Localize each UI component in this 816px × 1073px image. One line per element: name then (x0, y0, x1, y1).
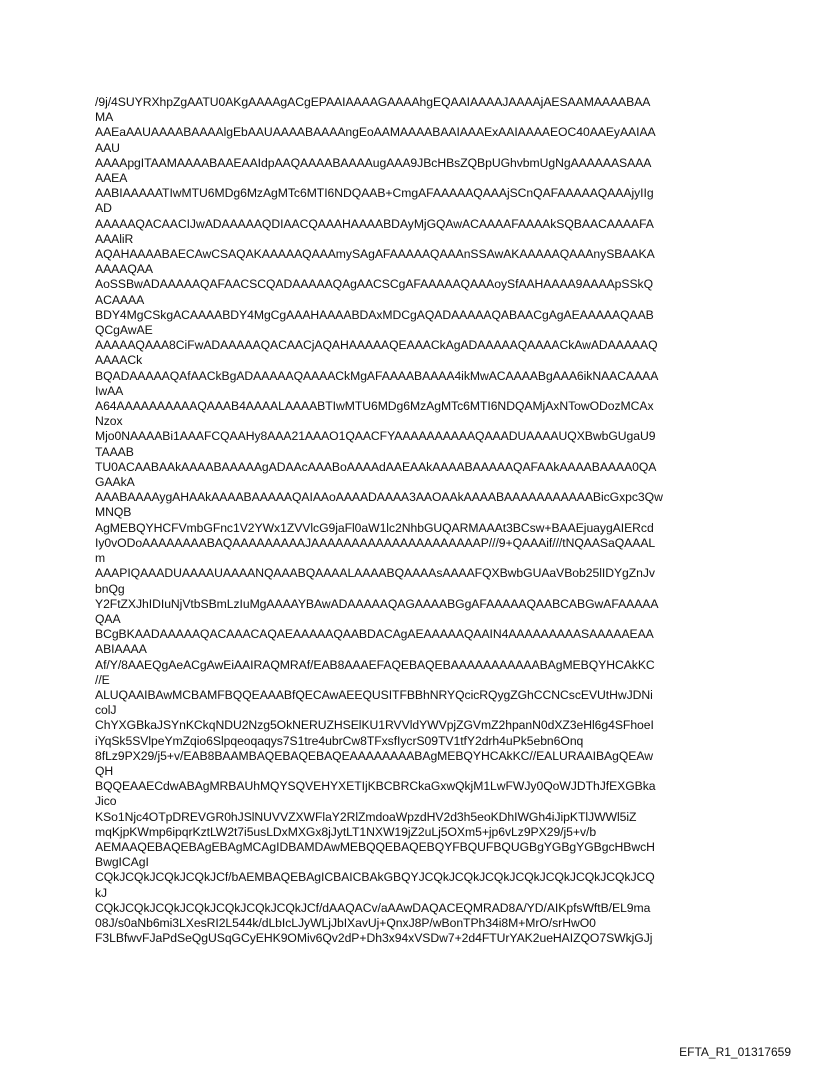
text-line: AQAHAAAABAECAwCSAQAKAAAAAQAAAmySAgAFAAAAAQAAAnSSAwAKAAAAAQAAAnySBAAKA (95, 247, 655, 262)
text-line: TU0ACAABAAkAAAABAAAAAgADAAcAAABoAAAAdAAEAAkAAAABAAAAAQAFAAkAAAABAAAA0QA (95, 459, 657, 474)
text-line: QCgAwAE (95, 323, 153, 338)
text-line: BDY4MgCSkgACAAAABDY4MgCgAAAHAAAABDAxMDCgAQADAAAAAQABAACgAgAEAAAAAQAAB (95, 307, 654, 322)
text-line: BQQEAAECdwABAgMRBAUhMQYSQVEHYXETIjKBCBRCkaGxwQkjM1LwFWJy0QoWJDThJfEXGBka (95, 779, 656, 794)
text-line: //E (95, 672, 110, 687)
text-line: ChYXGBkaJSYnKCkqNDU2Nzg5OkNERUZHSElKU1RVVldYWVpjZGVmZ2hpanN0dXZ3eHl6g4SFhoeI (95, 718, 654, 733)
text-line: AD (95, 201, 112, 216)
text-line: AAEA (95, 171, 128, 186)
text-line: kJ (95, 885, 108, 900)
text-line: AAAAQAA (95, 262, 153, 277)
text-line: iYqSk5SVlpeYmZqio6Slpqeoqaqys7S1tre4ubrCw8TFxsfIycrS09TV1tfY2drh4uPk5ebn6Onq (95, 733, 584, 748)
text-line: AAAACk (95, 353, 143, 368)
text-line: BCgBKAADAAAAAQACAAACAQAEAAAAAQAABDACAgAEAAAAAQAAIN4AAAAAAAAASAAAAAEAA (95, 627, 654, 642)
text-line: 08J/s0aNb6mi3LXesRI2L544k/dLbIcLJyWLjJbIXavUj+QnxJ8P/wBonTPh34i8M+MrO/srHwO0 (95, 915, 596, 930)
text-line: AEMAAQEBAQEBAgEBAgMCAgIDBAMDAwMEBQQEBAQEBQYFBQUFBQUGBgYGBgYGBgcHBwcH (95, 839, 655, 854)
text-line: Y2FtZXJhIDIuNjVtbSBmLzIuMgAAAAYBAwADAAAAAQAGAAAABGgAFAAAAAQAABCABGwAFAAAAA (95, 596, 659, 611)
text-line: AAU (95, 140, 120, 155)
text-line: BwgICAgI (95, 855, 149, 870)
text-line: IwAA (95, 383, 124, 398)
text-line: QAA (95, 611, 121, 626)
text-line: Af/Y/8AAEQgAeACgAwEiAAIRAQMRAf/EAB8AAAEFAQEBAQEBAAAAAAAAAAABAgMEBQYHCAkKC (95, 657, 655, 672)
text-line: KSo1Njc4OTpDREVGR0hJSlNUVVZXWFlaY2RlZmdoaWpzdHV2d3h5eoKDhIWGh4iJipKTlJWWl5iZ (95, 809, 637, 824)
text-line: ALUQAAIBAwMCBAMFBQQEAAABfQECAwAEEQUSITFBBhNRYQcicRQygZGhCCNCscEVUtHwJDNi (95, 687, 653, 702)
text-line: AgMEBQYHCFVmbGFnc1V2YWx1ZVVlcG9jaFl0aW1lc2NhbGUQARMAAAt3BCsw+BAAEjuaygAIERcd (95, 520, 654, 535)
text-line: Jico (95, 794, 117, 809)
text-line: AAEaAAUAAAABAAAAlgEbAAUAAAABAAAAngEoAAMAAAABAAIAAAExAAIAAAAEOC40AAEyAAIAA (95, 125, 656, 140)
text-line: QH (95, 763, 114, 778)
text-line: CQkJCQkJCQkJCQkJCQkJCQkJCQkJCf/dAAQACv/aAAwDAQACEQMRAD8A/YD/AIKpfsWftB/EL9ma (95, 900, 651, 915)
text-line: colJ (95, 703, 117, 718)
text-line: Iy0vODoAAAAAAAABAQAAAAAAAAAJAAAAAAAAAAAAAAAAAAAAAP///9+QAAAif///tNQAASaQAAAL (95, 535, 656, 550)
text-line: bnQg (95, 581, 125, 596)
text-line: CQkJCQkJCQkJCQkJCf/bAEMBAQEBAgICBAICBAkGBQYJCQkJCQkJCQkJCQkJCQkJCQkJCQkJCQ (95, 870, 655, 885)
text-line: mqKjpKWmp6ipqrKztLW2t7i5usLDxMXGx8jJytLT1NXW19jZ2uLj5OXm5+jp6vLz9PX29/j5+v/b (95, 824, 597, 839)
text-line: m (95, 551, 106, 566)
text-line: MA (95, 110, 114, 125)
document-id-footer: EFTA_R1_01317659 (679, 1045, 791, 1059)
text-line: BQADAAAAAQAfAACkBgADAAAAAQAAAACkMgAFAAAABAAAA4ikMwACAAAABgAAA6ikNAACAAAA (95, 368, 659, 383)
encoded-text-body (95, 95, 735, 946)
text-line: Mjo0NAAAABi1AAAFCQAAHy8AAA21AAAO1QAACFYAAAAAAAAAAQAAADUAAAAUQXBwbGUgaU9 (95, 429, 656, 444)
text-line: F3LBfwvFJaPdSeQgUSqGCyEHK9OMiv6Qv2dP+Dh3x94xVSDw7+2d4FTUrYAK2ueHAIZQO7SWkjGJj (95, 931, 653, 946)
text-line: AAAAAQAAA8CiFwADAAAAAQACAACjAQAHAAAAAQEAAACkAgADAAAAAQAAAACkAwADAAAAAQ (95, 338, 658, 353)
text-line: A64AAAAAAAAAAQAAAB4AAAALAAAABTIwMTU6MDg6MzAgMTc6MTI6NDQAMjAxNTowODozMCAx (95, 399, 654, 414)
text-line: /9j/4SUYRXhpZgAATU0AKgAAAAgACgEPAAIAAAAGAAAAhgEQAAIAAAAJAAAAjAESAAMAAAABAA (95, 95, 651, 109)
text-line: AAAApgITAAMAAAABAAEAAIdpAAQAAAABAAAAugAAA9JBcHBsZQBpUGhvbmUgNgAAAAAASAAA (95, 155, 652, 170)
text-line: AABIAAAAATIwMTU6MDg6MzAgMTc6MTI6NDQAAB+CmgAFAAAAAQAAAjSCnQAFAAAAAQAAAjyIIg (95, 186, 654, 201)
text-line: AAAliR (95, 231, 134, 246)
text-line: 8fLz9PX29/j5+v/EAB8BAAMBAQEBAQEBAQEAAAAAAAABAgMEBQYHCAkKC//EALURAAIBAgQEAw (95, 748, 653, 763)
text-line: TAAAB (95, 444, 134, 459)
text-line: AoSSBwADAAAAAQAFAACSCQADAAAAAQAgAACSCgAFAAAAAQAAAoySfAAHAAAA9AAAApSSkQ (95, 277, 654, 292)
text-line: MNQB (95, 505, 132, 520)
text-line: ACAAAA (95, 292, 145, 307)
text-line: AAAPIQAAADUAAAAUAAAANQAAABQAAAALAAAABQAAAAsAAAAFQXBwbGUAaVBob25lIDYgZnJv (95, 566, 655, 581)
text-line: Nzox (95, 414, 123, 429)
text-line: ABIAAAA (95, 642, 147, 657)
text-line: GAAkA (95, 475, 135, 490)
text-line: AAAAAQACAACIJwADAAAAAQDIAACQAAAHAAAABDAyMjGQAwACAAAAFAAAAkSQBAACAAAAFA (95, 216, 654, 231)
text-line: AAABAAAAygAHAAkAAAABAAAAAQAIAAoAAAADAAAA3AAOAAkAAAABAAAAAAAAAAABicGxpc3Qw (95, 490, 663, 505)
